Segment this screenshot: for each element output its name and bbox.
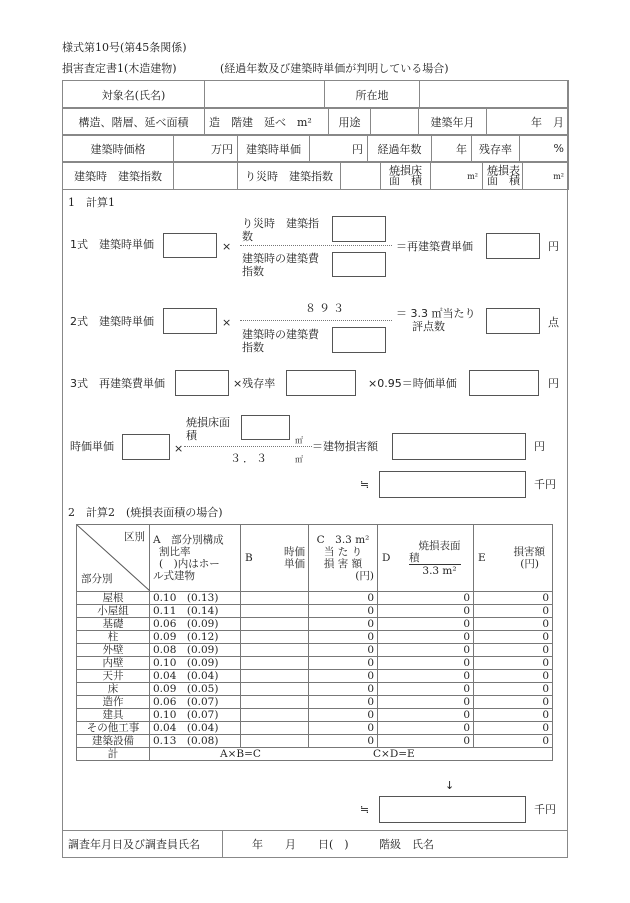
table-row xyxy=(77,631,553,644)
residual-rate-field[interactable] xyxy=(520,135,569,163)
f3-yen-unit: 円 xyxy=(548,377,559,390)
table-row xyxy=(77,722,553,735)
part-cell: 建具 xyxy=(77,709,150,722)
page-subtitle: (経過年数及び建築時単価が判明している場合) xyxy=(220,62,449,75)
burned-area-ratio-cell[interactable]: 0 xyxy=(378,605,474,618)
burned-area-ratio-cell[interactable]: 0 xyxy=(378,709,474,722)
structure-field[interactable] xyxy=(205,108,329,136)
damage-per-unit-cell[interactable]: 0 xyxy=(309,683,378,696)
f2-result-label-1: ＝ 3.3 ㎡当たり xyxy=(396,307,476,320)
f4-times: × xyxy=(174,442,184,455)
location-field[interactable] xyxy=(420,81,569,109)
part-cell: 屋根 xyxy=(77,592,150,605)
usage-label: 用途 xyxy=(329,108,371,136)
f1-rebuild-unit-price-input[interactable] xyxy=(486,233,540,259)
part-cell: 柱 xyxy=(77,631,150,644)
damage-amount-cell[interactable]: 0 xyxy=(474,592,553,605)
ratio-cell: 0.06 (0.09) xyxy=(150,618,241,631)
structure-label: 構造、階層、延べ面積 xyxy=(63,108,205,136)
part-cell: 天井 xyxy=(77,670,150,683)
fraction-line xyxy=(240,245,392,246)
table-row xyxy=(77,657,553,670)
ratio-cell: 0.09 (0.12) xyxy=(150,631,241,644)
table-row xyxy=(77,644,553,657)
burned-area-ratio-cell[interactable]: 0 xyxy=(378,618,474,631)
down-arrow-icon: ↓ xyxy=(445,779,455,792)
f3-residual-rate-input[interactable] xyxy=(286,370,356,396)
damage-amount-cell[interactable]: 0 xyxy=(474,696,553,709)
burned-area-ratio-cell[interactable]: 0 xyxy=(378,696,474,709)
build-index-label: 建築時 建築指数 xyxy=(63,162,174,190)
surveyor-rank-name-field[interactable]: 階級 氏名 xyxy=(379,838,434,851)
f1-times: × xyxy=(222,240,232,253)
burned-surface-label: 焼損表 面 積 xyxy=(483,162,523,190)
year-unit: 年 xyxy=(456,142,467,156)
damage-per-unit-cell[interactable]: 0 xyxy=(309,709,378,722)
f1-disaster-index-label-1: り災時 建築指 xyxy=(242,217,319,230)
ratio-cell: 0.10 (0.07) xyxy=(150,709,241,722)
total-row xyxy=(77,748,553,761)
damage-amount-cell[interactable]: 0 xyxy=(474,657,553,670)
fraction-line xyxy=(240,320,392,321)
damage-per-unit-cell[interactable]: 0 xyxy=(309,657,378,670)
market-unit-price-cell[interactable] xyxy=(241,631,309,644)
col-c-header: C 3.3 m² 当 た り 損 害 額 (円) xyxy=(309,525,378,592)
calc2-thousand-yen-input[interactable] xyxy=(379,796,526,823)
damage-per-unit-cell[interactable]: 0 xyxy=(309,605,378,618)
calc2-table xyxy=(76,524,553,761)
sqm-unit: m² xyxy=(297,115,312,129)
build-unit-price-field[interactable] xyxy=(310,135,368,163)
damage-per-unit-cell[interactable]: 0 xyxy=(309,644,378,657)
market-unit-price-cell[interactable] xyxy=(241,722,309,735)
ratio-cell: 0.06 (0.07) xyxy=(150,696,241,709)
f4-area-label-2: 積 xyxy=(186,429,197,442)
col-d-header: D 焼損表面 積 3.3 m² xyxy=(378,525,474,592)
damage-amount-cell[interactable]: 0 xyxy=(474,605,553,618)
man-yen-unit: 万円 xyxy=(211,142,233,156)
disaster-index-label: り災時 建築指数 xyxy=(238,162,341,190)
f2-build-cost-index-label-1: 建築時の建築費 xyxy=(242,328,319,341)
part-cell: 造作 xyxy=(77,696,150,709)
market-unit-price-cell[interactable] xyxy=(241,709,309,722)
burned-area-ratio-cell[interactable]: 0 xyxy=(378,644,474,657)
burned-area-ratio-cell[interactable]: 0 xyxy=(378,683,474,696)
footer-column-divider xyxy=(222,830,223,858)
damage-amount-cell[interactable]: 0 xyxy=(474,709,553,722)
col-part-label: 部分別 xyxy=(81,573,113,585)
col-b-header: B 時価 単価 xyxy=(241,525,309,592)
market-unit-price-cell[interactable] xyxy=(241,683,309,696)
damage-amount-cell[interactable]: 0 xyxy=(474,631,553,644)
f2-label: 2式 建築時単価 xyxy=(70,315,154,328)
table-row xyxy=(77,683,553,696)
survey-label: 調査年月日及び調査員氏名 xyxy=(68,838,200,851)
survey-date-field[interactable]: 年 月 日( ) xyxy=(252,838,349,851)
total-formula-abc: A×B=C xyxy=(220,748,261,760)
part-cell: 建築設備 xyxy=(77,735,150,748)
damage-per-unit-cell[interactable]: 0 xyxy=(309,592,378,605)
damage-amount-cell[interactable]: 0 xyxy=(474,644,553,657)
f4-label: 時価単価 xyxy=(70,440,114,453)
percent-unit: % xyxy=(553,142,564,155)
market-unit-price-cell[interactable] xyxy=(241,592,309,605)
col-category-label: 区別 xyxy=(124,531,145,543)
f4-approx-sign: ≒ xyxy=(360,478,370,491)
ratio-cell: 0.04 (0.04) xyxy=(150,670,241,683)
f4-yen-unit: 円 xyxy=(534,440,545,453)
f2-build-unit-price-input[interactable] xyxy=(163,308,217,334)
ratio-cell: 0.13 (0.08) xyxy=(150,735,241,748)
col-a-header: A 部分別構成 割比率 ( )内はホー ル式建物 xyxy=(150,525,241,592)
damage-amount-cell[interactable]: 0 xyxy=(474,735,553,748)
f1-disaster-index-label-2: 数 xyxy=(242,230,253,243)
residual-rate-label: 残存率 xyxy=(472,135,520,163)
table-row xyxy=(77,696,553,709)
f3-result-label: ×0.95＝時価単価 xyxy=(368,377,457,390)
burned-area-ratio-cell[interactable]: 0 xyxy=(378,722,474,735)
f3-label: 3式 再建築費単価 xyxy=(70,377,165,390)
elapsed-years-field[interactable] xyxy=(432,135,472,163)
table-row xyxy=(77,605,553,618)
part-cell: 外壁 xyxy=(77,644,150,657)
total-formula-cde: C×D=E xyxy=(373,748,415,760)
total-label: 計 xyxy=(77,748,150,761)
f2-build-cost-index-label-2: 指数 xyxy=(242,341,264,354)
f1-label: 1式 建築時単価 xyxy=(70,238,154,251)
burned-area-ratio-cell[interactable]: 0 xyxy=(378,592,474,605)
damage-amount-cell[interactable]: 0 xyxy=(474,683,553,696)
structure-value: 造 階建 延べ xyxy=(209,115,286,129)
f1-yen-unit: 円 xyxy=(548,240,559,253)
f2-points-input[interactable] xyxy=(486,308,540,334)
market-unit-price-cell[interactable] xyxy=(241,735,309,748)
table-row xyxy=(77,735,553,748)
market-unit-price-cell[interactable] xyxy=(241,605,309,618)
f1-build-cost-index-input[interactable] xyxy=(332,252,386,277)
f3-residual-label: ×残存率 xyxy=(233,377,276,390)
damage-per-unit-cell[interactable]: 0 xyxy=(309,722,378,735)
f2-points-unit: 点 xyxy=(548,316,559,329)
built-date-label: 建築年月 xyxy=(419,108,487,136)
page-title: 損害査定書1(木造建物) xyxy=(62,62,177,75)
fraction-line xyxy=(184,446,312,447)
target-name-label: 対象名(氏名) xyxy=(63,81,205,109)
f4-denominator: ３．３ xyxy=(230,452,269,465)
f3-market-unit-price-input[interactable] xyxy=(469,370,539,396)
f4-burned-floor-area-input[interactable] xyxy=(241,415,290,440)
build-index-field[interactable] xyxy=(174,162,238,190)
burned-floor-field[interactable]: m² xyxy=(431,162,483,190)
damage-amount-cell[interactable]: 0 xyxy=(474,618,553,631)
market-unit-price-cell[interactable] xyxy=(241,696,309,709)
disaster-index-field[interactable] xyxy=(341,162,381,190)
burned-area-ratio-cell[interactable]: 0 xyxy=(378,657,474,670)
damage-per-unit-cell[interactable]: 0 xyxy=(309,618,378,631)
f4-thousand-yen-input[interactable] xyxy=(379,471,526,498)
footer-divider xyxy=(62,830,568,831)
damage-per-unit-cell[interactable]: 0 xyxy=(309,696,378,709)
calc1-heading: 1 計算1 xyxy=(68,196,115,209)
location-label: 所在地 xyxy=(325,81,420,109)
header-row-1 xyxy=(62,80,569,109)
build-price-label: 建築時価格 xyxy=(63,135,174,163)
header-row-3 xyxy=(62,134,569,163)
ratio-cell: 0.11 (0.14) xyxy=(150,605,241,618)
header-row-4 xyxy=(62,161,569,190)
f4-result-label: ＝建物損害額 xyxy=(312,440,378,453)
f2-numerator: ８９３ xyxy=(305,302,347,315)
table-row xyxy=(77,709,553,722)
f1-build-unit-price-input[interactable] xyxy=(163,233,217,258)
f4-building-damage-input[interactable] xyxy=(392,433,526,460)
market-unit-price-cell[interactable] xyxy=(241,644,309,657)
f3-rebuild-unit-price-input[interactable] xyxy=(175,370,229,396)
f1-disaster-index-input[interactable] xyxy=(332,216,386,242)
build-price-field[interactable] xyxy=(174,135,238,163)
ratio-cell: 0.09 (0.05) xyxy=(150,683,241,696)
f4-thousand-yen-unit: 千円 xyxy=(534,478,556,491)
part-cell: 内壁 xyxy=(77,657,150,670)
form-number: 様式第10号(第45条関係) xyxy=(62,41,187,54)
market-unit-price-cell[interactable] xyxy=(241,670,309,683)
part-cell: 床 xyxy=(77,683,150,696)
burned-area-ratio-cell[interactable]: 0 xyxy=(378,670,474,683)
ratio-cell: 0.10 (0.13) xyxy=(150,592,241,605)
f2-times: × xyxy=(222,316,232,329)
table-row xyxy=(77,618,553,631)
f4-market-unit-price-input[interactable] xyxy=(122,434,170,460)
calc2-approx-sign: ≒ xyxy=(360,803,370,816)
col-e-header: E 損害額 (円) xyxy=(474,525,553,592)
table-row xyxy=(77,670,553,683)
ratio-cell: 0.04 (0.04) xyxy=(150,722,241,735)
ratio-cell: 0.08 (0.09) xyxy=(150,644,241,657)
header-row-2 xyxy=(62,107,569,136)
market-unit-price-cell[interactable] xyxy=(241,657,309,670)
burned-area-ratio-cell[interactable]: 0 xyxy=(378,735,474,748)
f4-sqm-unit: ㎡ xyxy=(295,436,303,445)
calc2-heading: 2 計算2 (焼損表面積の場合) xyxy=(68,506,223,519)
ratio-cell: 0.10 (0.09) xyxy=(150,657,241,670)
f1-result-label: ＝再建築費単価 xyxy=(396,240,473,253)
f2-build-cost-index-input[interactable] xyxy=(332,327,386,353)
table-row xyxy=(77,592,553,605)
yen-unit: 円 xyxy=(352,142,363,156)
corner-header-cell xyxy=(77,525,150,592)
f1-build-cost-index-label-2: 指数 xyxy=(242,265,264,278)
f4-area-label-1: 焼損床面 xyxy=(186,416,230,429)
damage-amount-cell[interactable]: 0 xyxy=(474,670,553,683)
damage-per-unit-cell[interactable]: 0 xyxy=(309,735,378,748)
damage-per-unit-cell[interactable]: 0 xyxy=(309,631,378,644)
calc2-thousand-yen-unit: 千円 xyxy=(534,803,556,816)
f4-sqm-unit-2: ㎡ xyxy=(295,455,303,464)
damage-amount-cell[interactable]: 0 xyxy=(474,722,553,735)
build-unit-price-label: 建築時単価 xyxy=(238,135,310,163)
burned-area-ratio-cell[interactable]: 0 xyxy=(378,631,474,644)
market-unit-price-cell[interactable] xyxy=(241,618,309,631)
elapsed-years-label: 経過年数 xyxy=(368,135,432,163)
burned-floor-label: 焼損床 面 積 xyxy=(381,162,431,190)
f1-build-cost-index-label-1: 建築時の建築費 xyxy=(242,252,319,265)
part-cell: その他工事 xyxy=(77,722,150,735)
damage-per-unit-cell[interactable]: 0 xyxy=(309,670,378,683)
part-cell: 小屋組 xyxy=(77,605,150,618)
burned-surface-field[interactable]: m² xyxy=(523,162,569,190)
usage-field[interactable] xyxy=(371,108,419,136)
part-cell: 基礎 xyxy=(77,618,150,631)
target-name-field[interactable] xyxy=(205,81,325,109)
built-date-field[interactable]: 年 月 xyxy=(487,108,569,136)
f2-result-label-2: 評点数 xyxy=(412,320,445,333)
